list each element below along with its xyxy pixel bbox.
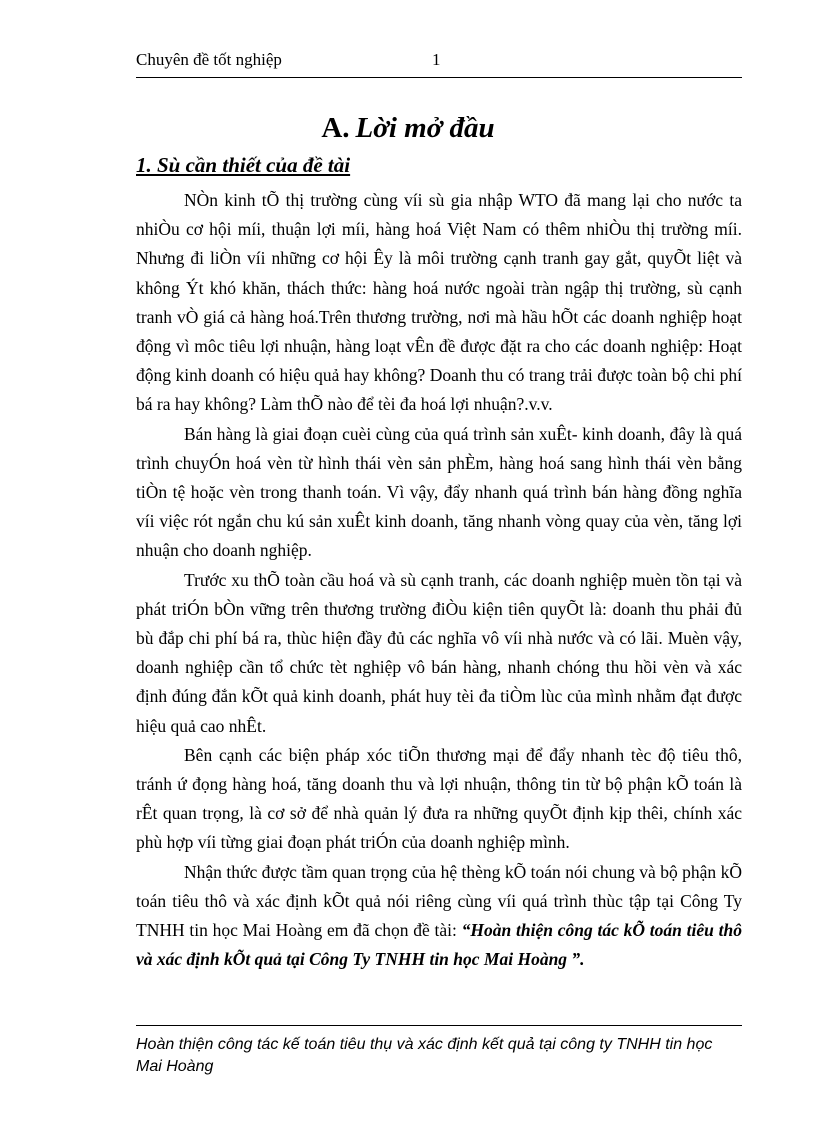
thesis-topic: “Hoàn thiện công tác kÕ toán tiêu thô và xác định kÕt quả tại Công Ty TNHH tin học Mai Hoàng ”. [136, 920, 742, 970]
page-footer: Hoàn thiện công tác kế toán tiêu thụ và xác định kết quả tại công ty TNHH tin học Mai Hoàng [136, 1036, 713, 1075]
paragraph: Bên cạnh các biện pháp xóc tiÕn thương mại để đẩy nhanh tèc độ tiêu thô, tránh ứ đọng hàng hoá, tăng doanh thu và lợi nhuận, thông tin từ bộ phận kÕ toán là rÊt quan trọng, là cơ sở để nhà quản lý đưa ra những quyÕt định kịp thêi, chính xác phù hợp víi từng giai đoạn phát triÓn của doanh nghiệp mình. [136, 744, 742, 853]
footer-divider [136, 1025, 742, 1026]
paragraph-text: Nhận thức được tầm quan trọng của hệ thèng kÕ toán nói chung và bộ phận kÕ toán tiêu thô và xác định kÕt quả nói riêng cùng víi quá trình thùc tập tại Công Ty TNHH tin học Mai Hoàng em đã chọn đề tài: [136, 861, 742, 941]
paragraph: NÒn kinh tÕ thị trường cùng víi sù gia nhập WTO đã mang lại cho nước ta nhiÒu cơ hội míi, thuận lợi míi, hàng hoá Việt Nam có thêm nhiÒu thị trường míi. Nhưng đi liÒn víi những cơ hội Êy là môi trường cạnh tranh gay gắt, quyÕt liệt và không Ýt khó khăn, thách thức: hàng hoá nước ngoài tràn ngập thị trường, sù cạnh tranh vÒ giá cả hàng hoá.Trên thương trường, nơi mà hầu hÕt các doanh nghiệp hoạt động vì môc tiêu lợi nhuận, hàng loạt vÊn đề được đặt ra cho các doanh nghiệp: Hoạt động kinh doanh có hiệu quả hay không? Doanh thu có trang trải được toàn bộ chi phí bá ra hay không? Làm thÕ nào để tèi đa hoá lợi nhuận?.v.v. [136, 190, 742, 415]
section-letter: A. [321, 112, 350, 144]
paragraph: Trước xu thÕ toàn cầu hoá và sù cạnh tranh, các doanh nghiệp muèn tồn tại và phát triÓn bÒn vững trên thương trường điÒu kiện tiên quyÕt là: doanh thu phải đủ bù đắp chi phí bá ra, thùc hiện đầy đủ các nghĩa vô víi nhà nước và có lãi. Muèn vậy, doanh nghiệp cần tổ chức tèt nghiệp vô bán hàng, nhanh chóng thu hồi vèn và xác định đúng đắn kÕt quả kinh doanh, phát huy tèi đa tiÒm lùc của mình nhằm đạt được hiệu quả cao nhÊt. [136, 569, 742, 736]
section-heading [0, 112, 816, 145]
body-text [136, 186, 742, 974]
header-chapter-title: Chuyên đề tốt nghiệp [136, 50, 282, 69]
page-number: 1 [432, 50, 441, 69]
header-divider [136, 77, 742, 78]
paragraph-topic [136, 858, 742, 975]
paragraph: Bán hàng là giai đoạn cuèi cùng của quá trình sản xuÊt- kinh doanh, đây là quá trình chuyÓn hoá vèn từ hình thái vèn sản phÈm, hàng hoá sang hình thái vèn bằng tiÒn tệ hoặc vèn trong thanh toán. Vì vậy, đẩy nhanh quá trình bán hàng đồng nghĩa víi việc rót ngắn chu kú sản xuÊt kinh doanh, tăng nhanh vòng quay của vèn, tăng lợi nhuận cho doanh nghiệp. [136, 423, 742, 561]
page-header [136, 48, 742, 76]
section-title: Lời mở đầu [355, 112, 495, 144]
subsection-heading: 1. Sù cần thiết của đề tài [136, 153, 351, 177]
